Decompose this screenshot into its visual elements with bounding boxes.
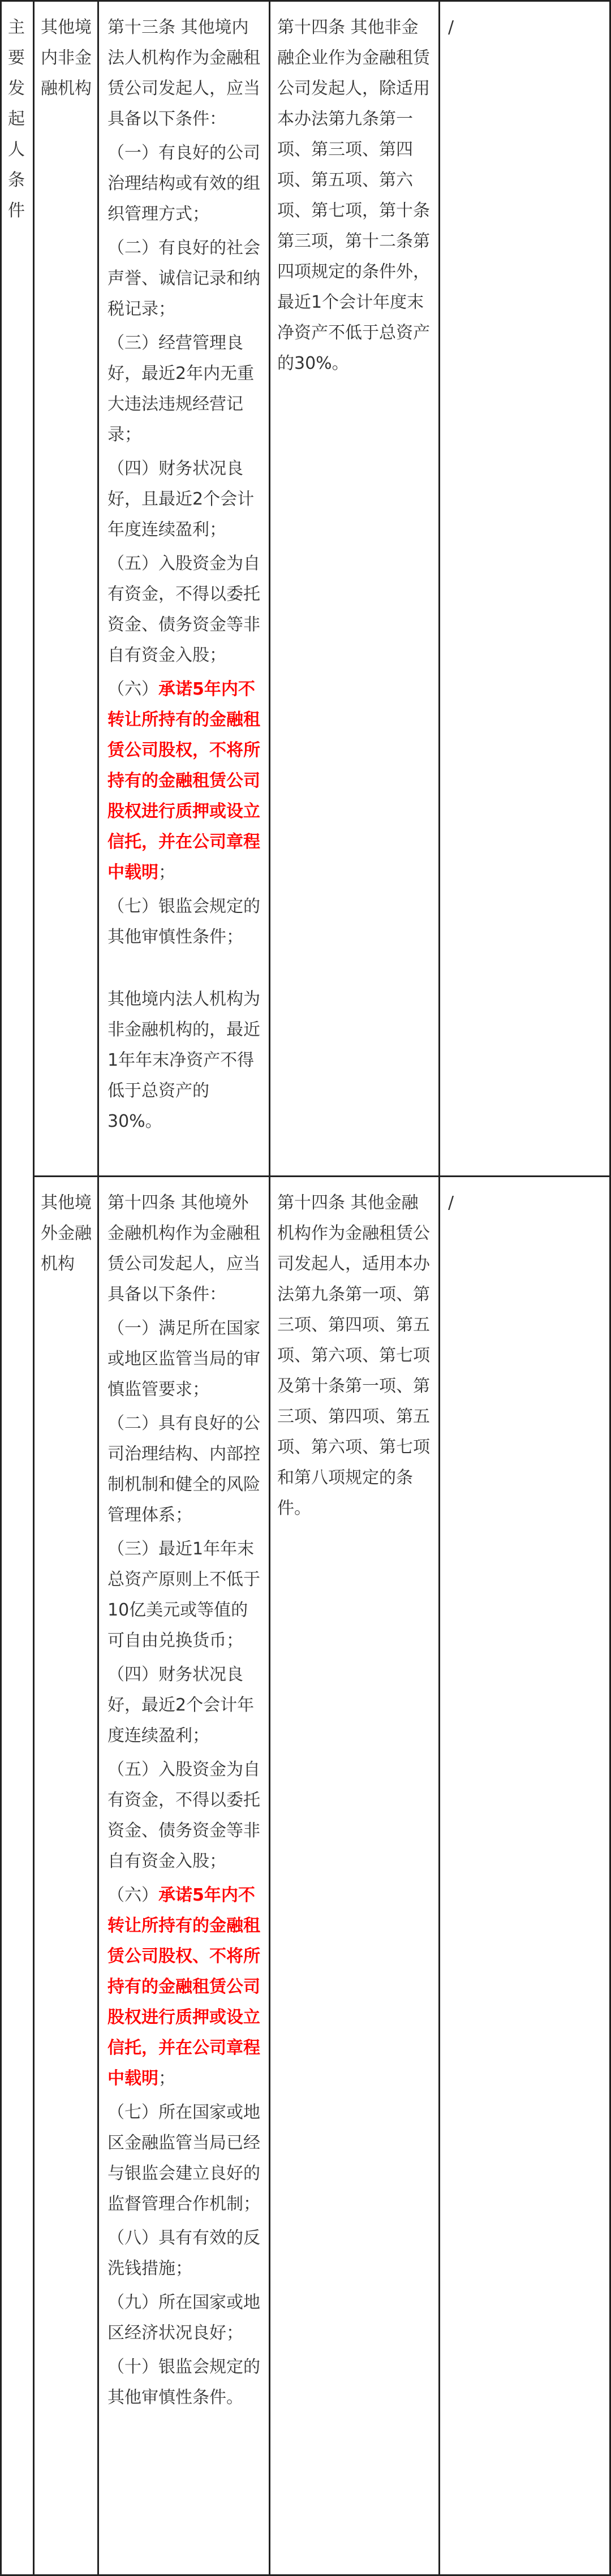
condition-item: （一）满足所在国家或地区监管当局的审慎监管要求； <box>107 1319 260 1399</box>
condition-item: （四）财务状况良好，且最近2个会计年度连续盈利； <box>107 459 255 540</box>
note: / <box>448 18 454 37</box>
promoter-type: 其他境外金融机构 <box>41 1193 92 1274</box>
condition-item: （三）最近1年年末总资产原则上不低于10亿美元或等值的可自由兑换货币； <box>107 1539 260 1651</box>
column-divider <box>438 0 440 2576</box>
row-divider <box>33 1175 611 1177</box>
condition-item: （七）银监会规定的其他审慎性条件； <box>107 897 260 947</box>
condition-item-highlighted: （六）承诺5年内不转让所持有的金融租赁公司股权，不将所持有的金融租赁公司股权进行质押或设立信托，并在公司章程中载明； <box>107 679 260 882</box>
condition-item: （一）有良好的公司治理结构或有效的组织管理方式； <box>107 143 260 224</box>
current-provision <box>107 1188 261 2416</box>
revised-provision: 第十四条 其他金融机构作为金融租赁公司发起人，适用本办法第九条第一项、第三项、第四项、第五项、第六项、第七项及第十条第一项、第三项、第四项、第五项、第六项、第七项和第八项规定的条件。 <box>277 1193 430 1518</box>
highlighted-text: 承诺5年内不转让所持有的金融租赁公司股权，不将所持有的金融租赁公司股权进行质押或设立信托，并在公司章程中载明 <box>107 679 260 882</box>
condition-item: （三）经营管理良好，最近2年内无重大违法违规经营记录； <box>107 333 255 445</box>
revised-provision: 第十四条 其他非金融企业作为金融租赁公司发起人，除适用本办法第九条第一项、第三项、第四项、第五项、第六项、第七项，第十条第三项，第十二条第四项规定的条件外，最近1个会计年度末净资产不低于总资产的30%。 <box>277 18 430 373</box>
condition-item-highlighted: （六）承诺5年内不转让所持有的金融租赁公司股权、不将所持有的金融租赁公司股权进行质押或设立信托，并在公司章程中载明； <box>107 1885 260 2088</box>
provision-intro: 第十三条 其他境内法人机构作为金融租赁公司发起人，应当具备以下条件： <box>107 18 260 129</box>
condition-item: （四）财务状况良好，最近2个会计年度连续盈利； <box>107 1665 255 1746</box>
condition-item: （五）入股资金为自有资金，不得以委托资金、债务资金等非自有资金入股； <box>107 554 260 665</box>
promoter-type: 其他境内非金融机构 <box>41 18 92 98</box>
condition-item: （二）具有良好的公司治理结构、内部控制机制和健全的风险管理体系； <box>107 1414 260 1525</box>
highlighted-text: 承诺5年内不转让所持有的金融租赁公司股权、不将所持有的金融租赁公司股权进行质押或设立信托，并在公司章程中载明 <box>107 1885 260 2088</box>
condition-item: （五）入股资金为自有资金，不得以委托资金、债务资金等非自有资金入股； <box>107 1760 260 1871</box>
table-border-top <box>0 0 611 2</box>
condition-item: （九）所在国家或地区经济状况良好； <box>107 2293 260 2343</box>
column-divider <box>97 0 99 2576</box>
category-label: 主要发起人条件 <box>8 18 25 221</box>
provision-intro: 第十四条 其他境外金融机构作为金融租赁公司发起人，应当具备以下条件： <box>107 1193 260 1304</box>
condition-item: （二）有良好的社会声誉、诚信记录和纳税记录； <box>107 238 260 319</box>
table-border-left <box>0 0 2 2576</box>
provision-extra: 其他境内法人机构为非金融机构的，最近1年年末净资产不得低于总资产的30%。 <box>107 989 260 1131</box>
column-divider <box>33 0 35 2576</box>
condition-item: （十）银监会规定的其他审慎性条件。 <box>107 2357 260 2407</box>
condition-item: （七）所在国家或地区金融监管当局已经与银监会建立良好的监督管理合作机制； <box>107 2103 260 2214</box>
condition-item: （八）具有有效的反洗钱措施； <box>107 2228 260 2278</box>
current-provision <box>107 12 261 1140</box>
column-divider <box>269 0 270 2576</box>
note: / <box>448 1193 454 1213</box>
